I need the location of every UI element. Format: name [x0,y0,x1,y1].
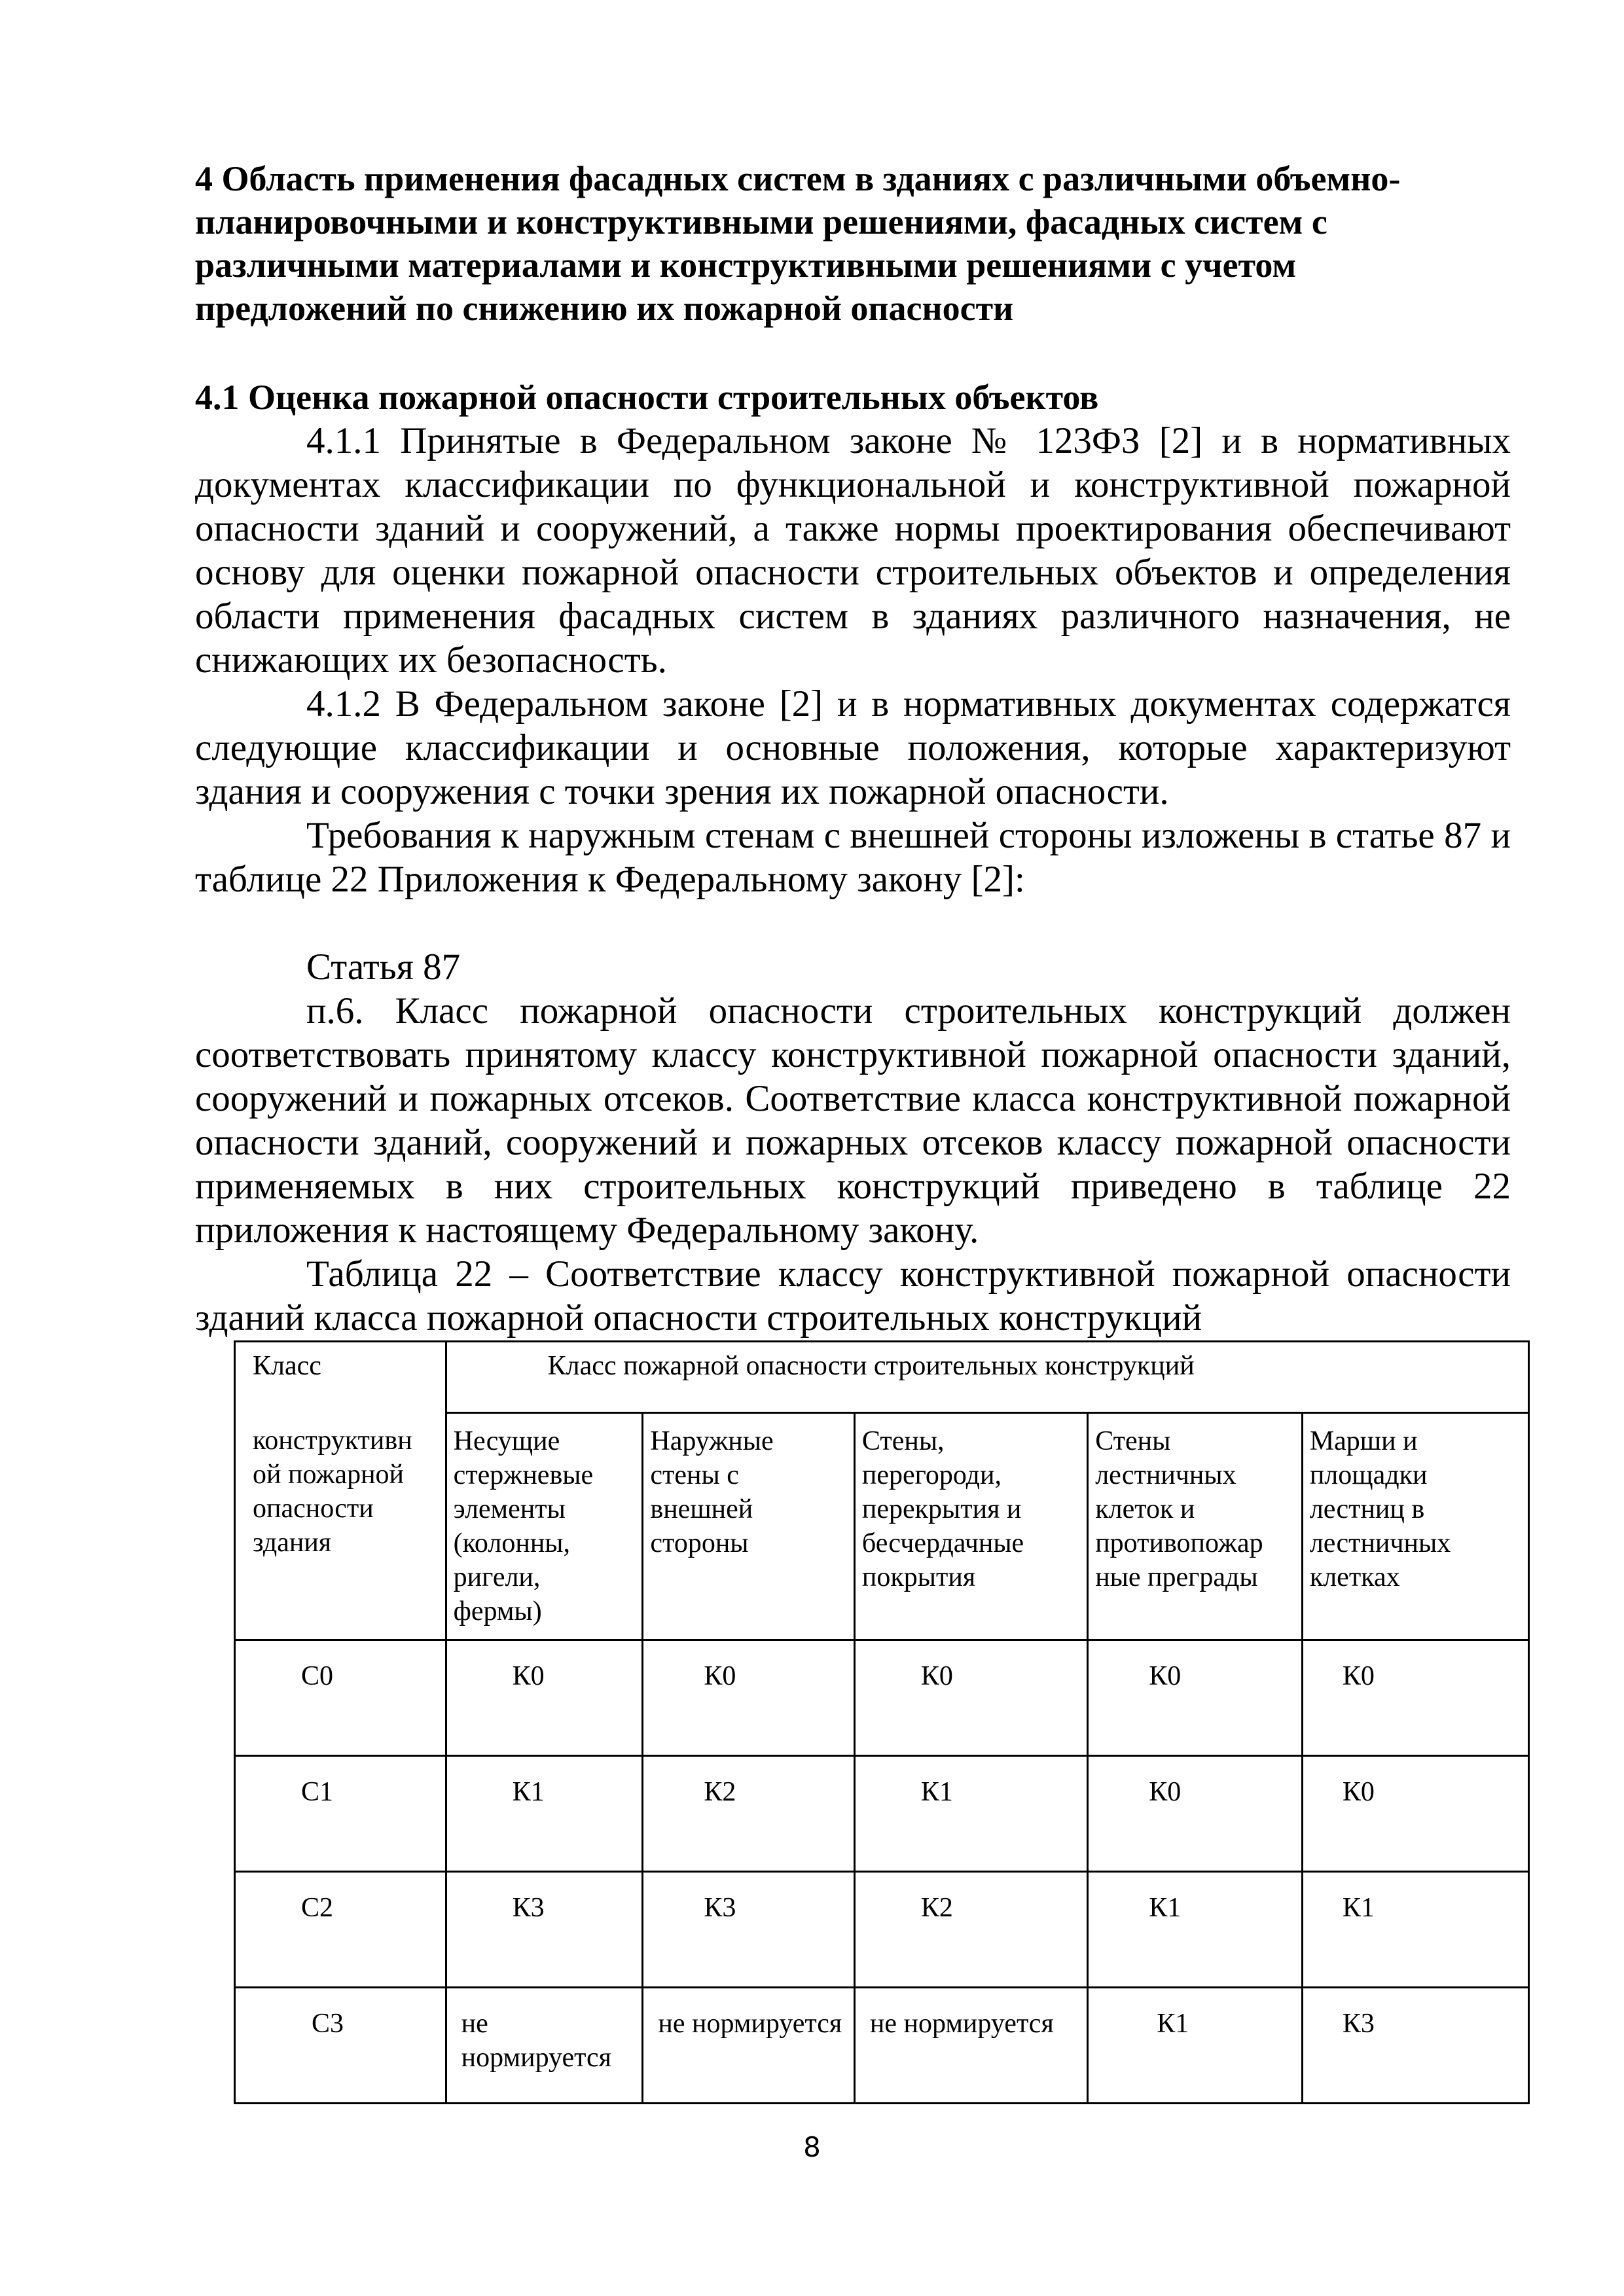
paragraph-4-1-2: 4.1.2 В Федеральном законе [2] и в нормативных документах содержатся следующие классификации и основные положения, которые характеризуют здания и сооружения с точки зрения их пожарной опасности. [195,683,1511,812]
row-class: С0 [235,1640,446,1756]
header-col: Стены, перегороди, перекрытия и бесчердачные покрытия [854,1413,1087,1640]
cell: К3 [643,1872,855,1988]
cell: К0 [854,1640,1087,1756]
row-class: С2 [235,1872,446,1988]
table-row [235,1872,1529,1988]
header-col: Марши и площадки лестниц в лестничных клетках [1302,1413,1528,1640]
header-group: Класс пожарной опасности строительных конструкций [446,1342,1528,1413]
header-col: Стены лестничных клеток и противопожар ные преграды [1088,1413,1303,1640]
header-col: Наружные стены с внешней стороны [643,1413,855,1640]
cell: К0 [446,1640,643,1756]
table-row [235,1756,1529,1872]
cell: К1 [854,1756,1087,1872]
cell: К2 [854,1872,1087,1988]
cell: К3 [1302,1988,1528,2104]
section-heading-line: различными материалами и конструктивными решениями с учетом [195,245,1297,285]
table-row [235,1988,1529,2104]
body-text [195,376,1511,1340]
fire-class-table [234,1340,1530,2104]
blank-line [195,901,1511,945]
section-heading-line: 4 Область применения фасадных систем в зданиях с различными объемно- [195,159,1401,198]
article-title: Статья 87 [306,946,461,988]
row-class: С1 [235,1756,446,1872]
cell: К0 [1088,1640,1303,1756]
cell: К1 [1088,1988,1303,2104]
cell: К2 [643,1756,855,1872]
cell: не нормируется [643,1988,855,2104]
section-heading-line: планировочными и конструктивными решениями, фасадных систем с [195,202,1327,242]
cell: К3 [446,1872,643,1988]
header-col: Несущие стержневые элементы (колонны, ригели, фермы) [446,1413,643,1640]
row-class: С3 [235,1988,446,2104]
table-row [235,1640,1529,1756]
cell: К0 [643,1640,855,1756]
paragraph-p6: п.6. Класс пожарной опасности строительных конструкций должен соответствовать принятому классу конструктивной пожарной опасности зданий, сооружений и пожарных отсеков. Соответствие класса конструктивной пожарной опасности зданий, сооружений и пожарных отсеков классу пожарной опасности применяемых в них строительных конструкций приведено в таблице 22 приложения к настоящему Федеральному закону. [195,990,1511,1251]
cell: К1 [1088,1872,1303,1988]
cell: не нормируется [854,1988,1087,2104]
cell: К1 [1302,1872,1528,1988]
cell: К0 [1302,1756,1528,1872]
page-number: 8 [803,2131,821,2163]
subsection-heading: 4.1 Оценка пожарной опасности строительных объектов [195,378,1099,417]
table-caption: Таблица 22 – Соответствие классу конструктивной пожарной опасности зданий класса пожарной опасности строительных конструкций [195,1253,1511,1338]
section-heading-block [195,157,1511,330]
cell: К0 [1088,1756,1303,1872]
section-heading-line: предложений по снижению их пожарной опасности [195,289,1014,328]
header-class: Класс [235,1342,446,1413]
cell: К1 [446,1756,643,1872]
paragraph-requirements: Требования к наружным стенам с внешней стороны изложены в статье 87 и таблице 22 Приложения к Федеральному закону [2]: [195,815,1511,900]
table-22 [234,1340,1530,2104]
paragraph-4-1-1: 4.1.1 Принятые в Федеральном законе № 123ФЗ [2] и в нормативных документах классификации по функциональной и конструктивной пожарной опасности зданий и сооружений, а также нормы проектирования обеспечивают основу для оценки пожарной опасности строительных объектов и определения области применения фасадных систем в зданиях различного назначения, не снижающих их безопасность. [195,420,1511,681]
header-class-desc: конструктивн ой пожарной опасности здания [235,1413,446,1640]
cell: К0 [1302,1640,1528,1756]
cell: не нормируется [446,1988,643,2104]
